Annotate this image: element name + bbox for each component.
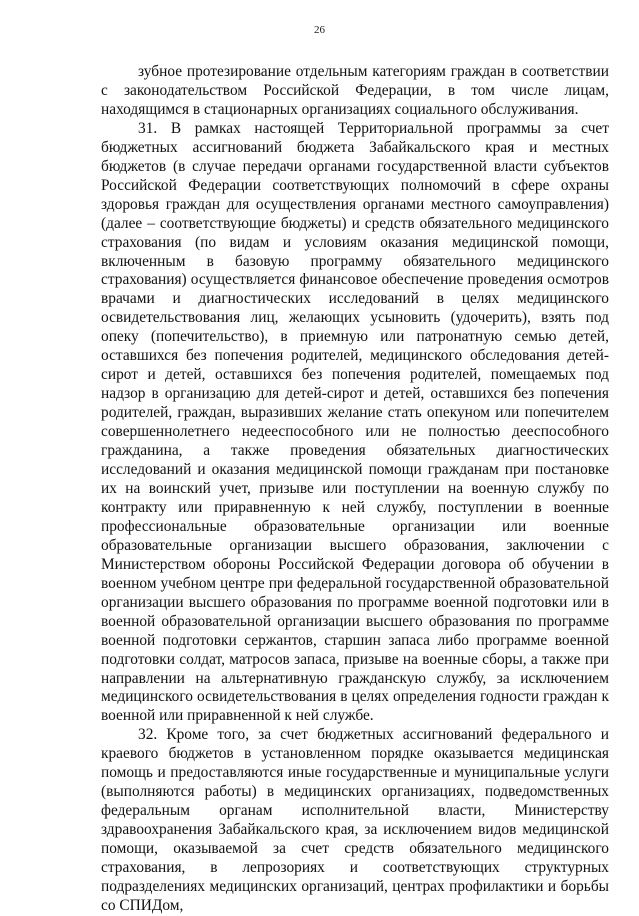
paragraph-31: 31. В рамках настоящей Территориальной программы за счет бюджетных ассигнований бюджета Забайкальского края и местных бюджетов (в случае передачи органами государственной власти субъектов Российской Федерации соответствующих полномочий в сфере охраны здоровья граждан для осуществления органами местного самоуправления) (далее – соответствующие бюджеты) и средств обязательного медицинского страхования (по видам и условиям оказания медицинской помощи, включенным в базовую программу обязательного медицинского страхования) осуществляется финансовое обеспечение проведения осмотров врачами и диагностических исследований в целях медицинского освидетельствования лиц, желающих усыновить (удочерить), взять под опеку (попечительство), в приемную или патронатную семью детей, оставшихся без попечения родителей, медицинского обследования детей-сирот и детей, оставшихся без попечения родителей, помещаемых под надзор в организацию для детей-сирот и детей, оставшихся без попечения родителей, граждан, выразивших желание стать опекуном или попечителем совершеннолетнего недееспособного или не полностью дееспособного гражданина, а также проведения обязательных диагностических исследований и оказания медицинской помощи гражданам при постановке их на воинский учет, призыве или поступлении на военную службу по контракту или приравненную к ней службу, поступлении в военные профессиональные образовательные организации или военные образовательные организации высшего образования, заключении с Министерством обороны Российской Федерации договора об обучении в военном учебном центре при федеральной государственной образовательной организации высшего образования по программе военной подготовки или в военной образовательной организации высшего образования по программе военной подготовки сержантов, старшин запаса либо программе военной подготовки солдат, матросов запаса, призыве на военные сборы, а также при направлении на альтернативную гражданскую службу, за исключением медицинского освидетельствования в целях определения годности граждан к военной или приравненной к ней службе. [101,119,609,725]
paragraph-32: 32. Кроме того, за счет бюджетных ассигнований федерального и краевого бюджетов в установленном порядке оказывается медицинская помощь и предоставляются иные государственные и муниципальные услуги (выполняются работы) в медицинских организациях, подведомственных федеральным органам исполнительной власти, Министерству здравоохранения Забайкальского края, за исключением видов медицинской помощи, оказываемой за счет средств обязательного медицинского страхования, в лепрозориях и соответствующих структурных подразделениях медицинских организаций, центрах профилактики и борьбы со СПИДом, [101,726,609,914]
document-body [101,63,609,916]
paragraph-continuation: зубное протезирование отдельным категориям граждан в соответствии с законодательством Российской Федерации, в том числе лицам, находящимся в стационарных организациях социального обслуживания. [101,63,609,118]
page-number: 26 [314,24,325,36]
